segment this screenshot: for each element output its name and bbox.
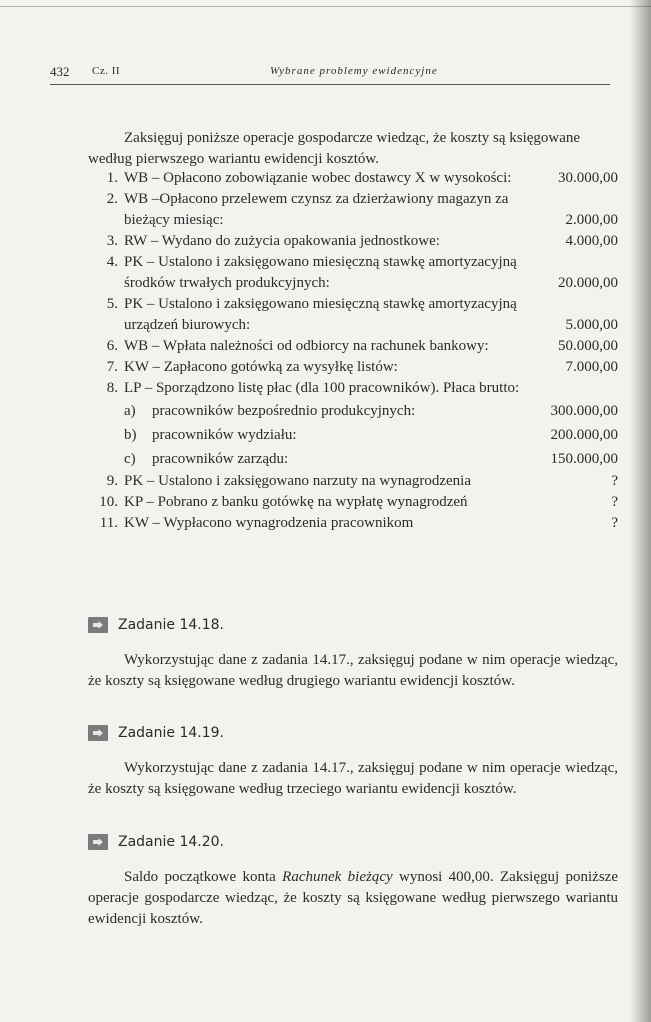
task-title: Zadanie 14.19. xyxy=(118,725,224,741)
operation-number: 7. xyxy=(106,359,118,375)
payroll-letter: b) xyxy=(124,427,137,443)
operation-number: 2. xyxy=(106,191,118,207)
operation-number: 4. xyxy=(106,254,118,270)
arrow-box-icon xyxy=(88,617,108,633)
operation-number: 10. xyxy=(99,494,118,510)
payroll-item xyxy=(88,399,618,423)
operation-item xyxy=(88,168,618,189)
operation-amount: ? xyxy=(611,515,618,531)
operation-number: 8. xyxy=(106,380,118,396)
operation-number: 1. xyxy=(106,170,118,186)
operation-item xyxy=(88,336,618,357)
operation-text: WB –Opłacono przelewem czynsz za dzierżawiony magazyn za bieżący miesiąc: xyxy=(124,191,509,228)
task-body: Wykorzystując dane z zadania 14.17., zaksięguj podane w nim operacje wiedząc, że koszty są księgowane według drugiego wariantu ewidencji kosztów. xyxy=(88,652,618,689)
operation-amount: 50.000,00 xyxy=(558,338,618,354)
operation-text: PK – Ustalono i zaksięgowano narzuty na wynagrodzenia xyxy=(124,473,471,489)
operation-item xyxy=(88,513,618,534)
operation-number: 9. xyxy=(106,473,118,489)
payroll-text: pracowników wydziału: xyxy=(152,427,297,443)
task-14-20 xyxy=(88,831,618,930)
task-title: Zadanie 14.18. xyxy=(118,617,224,633)
operation-item xyxy=(88,189,618,231)
task-heading xyxy=(88,614,618,638)
operation-number: 5. xyxy=(106,296,118,312)
payroll-amount: 150.000,00 xyxy=(550,451,618,467)
header-rule xyxy=(50,84,610,85)
operation-amount: 20.000,00 xyxy=(558,275,618,291)
operations-list xyxy=(88,168,618,534)
payroll-item xyxy=(88,423,618,447)
account-name: Rachunek bieżący xyxy=(282,869,393,885)
operation-item xyxy=(88,252,618,294)
task-heading xyxy=(88,831,618,855)
task-14-19 xyxy=(88,722,618,800)
task-title: Zadanie 14.20. xyxy=(118,834,224,850)
operation-item xyxy=(88,492,618,513)
operation-item xyxy=(88,378,618,399)
payroll-text: pracowników bezpośrednio produkcyjnych: xyxy=(152,403,416,419)
arrow-box-icon xyxy=(88,834,108,850)
operation-text: RW – Wydano do zużycia opakowania jednostkowe: xyxy=(124,233,440,249)
operation-item xyxy=(88,471,618,492)
operation-text: WB – Opłacono zobowiązanie wobec dostawcy X w wysokości: xyxy=(124,170,512,186)
payroll-amount: 300.000,00 xyxy=(550,403,618,419)
operation-number: 11. xyxy=(99,515,118,531)
operation-item xyxy=(88,357,618,378)
task-body-text: Saldo początkowe konta xyxy=(124,869,283,885)
operation-text: KW – Wypłacono wynagrodzenia pracownikom xyxy=(124,515,414,531)
operation-amount: 4.000,00 xyxy=(565,233,618,249)
task-body-text: wynosi 400,00. Zaksięguj poniższe operacje gospodarcze wiedząc, że koszty są księgowane według pierwszego wariantu ewidencji kosztów. xyxy=(88,869,618,927)
operation-number: 3. xyxy=(106,233,118,249)
running-title: Wybrane problemy ewidencyjne xyxy=(270,65,438,77)
operation-amount: 30.000,00 xyxy=(558,170,618,186)
operation-text: LP – Sporządzono listę płac (dla 100 pracowników). Płaca brutto: xyxy=(124,380,520,396)
running-header xyxy=(50,64,610,86)
task-body: Wykorzystując dane z zadania 14.17., zaksięguj podane w nim operacje wiedząc, że koszty są księgowane według trzeciego wariantu ewidencji kosztów. xyxy=(88,760,618,797)
chapter-label: Cz. II xyxy=(92,65,121,77)
operation-text: WB – Wpłata należności od odbiorcy na rachunek bankowy: xyxy=(124,338,489,354)
task-14-18 xyxy=(88,614,618,692)
operation-amount: 7.000,00 xyxy=(565,359,618,375)
task-heading xyxy=(88,722,618,746)
operation-item xyxy=(88,294,618,336)
operation-amount: 2.000,00 xyxy=(565,212,618,228)
payroll-amount: 200.000,00 xyxy=(550,427,618,443)
operation-text: KW – Zapłacono gotówką za wysyłkę listów: xyxy=(124,359,398,375)
exercise-intro: Zaksięguj poniższe operacje gospodarcze wiedząc, że koszty są księgowane według pierwszego wariantu ewidencji kosztów. xyxy=(88,130,581,167)
page-top-edge xyxy=(0,6,651,7)
payroll-text: pracowników zarządu: xyxy=(152,451,289,467)
operation-amount: 5.000,00 xyxy=(565,317,618,333)
payroll-letter: a) xyxy=(124,403,136,419)
operation-item xyxy=(88,231,618,252)
payroll-letter: c) xyxy=(124,451,136,467)
page-number: 432 xyxy=(50,64,70,79)
operation-text: PK – Ustalono i zaksięgowano miesięczną stawkę amortyzacyjną urządzeń biurowych: xyxy=(124,296,517,333)
operation-amount: ? xyxy=(611,494,618,510)
operation-text: PK – Ustalono i zaksięgowano miesięczną stawkę amortyzacyjną środków trwałych produkcyjnych: xyxy=(124,254,517,291)
book-spine-shadow xyxy=(629,0,651,1022)
operation-amount: ? xyxy=(611,473,618,489)
arrow-box-icon xyxy=(88,725,108,741)
operation-text: KP – Pobrano z banku gotówkę na wypłatę wynagrodzeń xyxy=(124,494,468,510)
payroll-item xyxy=(88,447,618,471)
operation-number: 6. xyxy=(106,338,118,354)
task-body xyxy=(88,867,618,930)
